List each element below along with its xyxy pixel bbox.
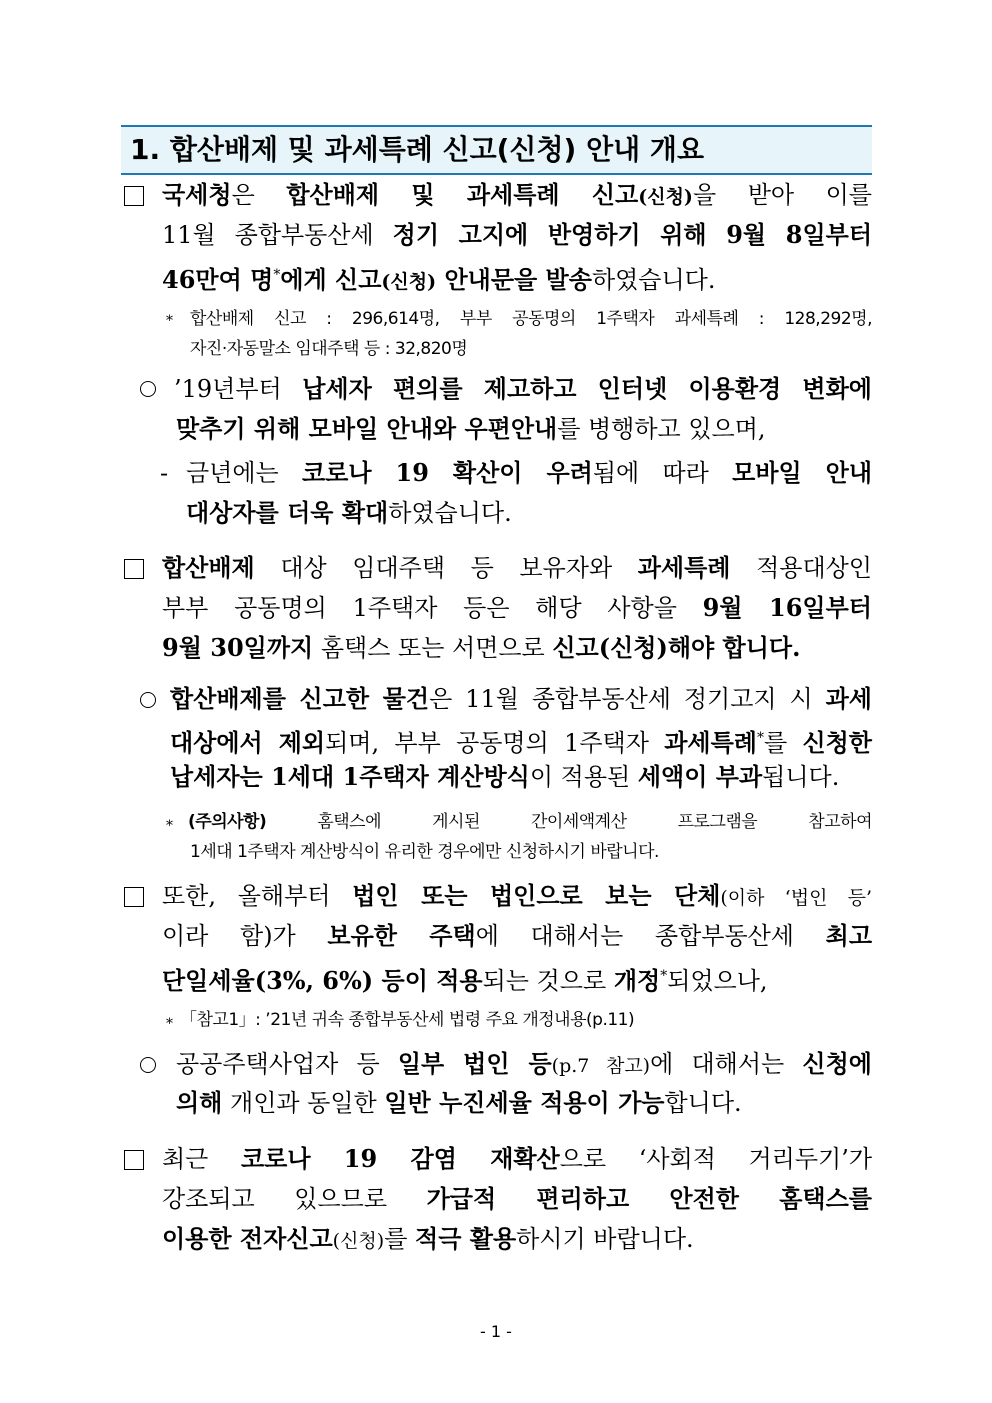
checkbox-section-4 xyxy=(124,1150,144,1170)
s1-circle-line-2: 맞추기 위해 모바일 안내와 우편안내를 병행하고 있으며, xyxy=(176,414,766,443)
s3-note-line-1: 「참고1」: ’21년 귀속 종합부동산세 법령 주요 개정내용(p.11) xyxy=(180,1010,635,1030)
page-number: - 1 - xyxy=(480,1322,512,1341)
s1-line-3: 46만여 명*에게 신고(신청) 안내문을 발송하였습니다. xyxy=(162,265,716,294)
s1-circle-line-1: ’19년부터 납세자 편의를 제고하고 인터넷 이용환경 변화에 xyxy=(174,374,872,403)
s3-circle-line-1: 공공주택사업자 등 일부 법인 등(p.7 참고)에 대해서는 신청에 xyxy=(176,1049,872,1078)
s1-line-2: 11월 종합부동산세 정기 고지에 반영하기 위해 9월 8일부터 xyxy=(162,220,872,249)
s4-line-2: 강조되고 있으므로 가급적 편리하고 안전한 홈택스를 xyxy=(162,1184,872,1213)
s4-line-3: 이용한 전자신고(신청)를 적극 활용하시기 바랍니다. xyxy=(162,1224,694,1253)
s2-line-1: 합산배제 대상 임대주택 등 보유자와 과세특례 적용대상인 xyxy=(162,553,872,582)
s2-circle-line-2: 대상에서 제외되며, 부부 공동명의 1주택자 과세특례*를 신청한 xyxy=(170,728,872,757)
s1-note-line-2: 자진·자동말소 임대주택 등 : 32,820명 xyxy=(190,339,468,359)
s1-dash-line-1: 금년에는 코로나 19 확산이 우려됨에 따라 모바일 안내 xyxy=(186,458,872,487)
s2-circle-line-1: 합산배제를 신고한 물건은 11월 종합부동산세 정기고지 시 과세 xyxy=(170,684,872,713)
checkbox-section-1 xyxy=(124,186,144,206)
s1-note-line-1: 합산배제 신고 : 296,614명, 부부 공동명의 1주택자 과세특례 : 128,292명, xyxy=(190,309,872,329)
checkbox-section-3 xyxy=(124,887,144,907)
s2-note-line-2: 1세대 1주택자 계산방식이 유리한 경우에만 신청하시기 바랍니다. xyxy=(190,842,659,862)
s2-note-line-1: (주의사항) 홈택스에 게시된 간이세액계산 프로그램을 참고하여 xyxy=(188,812,872,832)
s1-dash-line-2: 대상자를 더욱 확대하였습니다. xyxy=(186,498,512,527)
s2-circle-line-3: 납세자는 1세대 1주택자 계산방식이 적용된 세액이 부과됩니다. xyxy=(170,762,840,791)
checkbox-section-2 xyxy=(124,559,144,579)
dash-bullet: - xyxy=(160,459,169,487)
s4-line-1: 최근 코로나 19 감염 재확산으로 ‘사회적 거리두기’가 xyxy=(162,1144,873,1173)
s3-line-1: 또한, 올해부터 법인 또는 법인으로 보는 단체(이하 ‘법인 등’ xyxy=(162,881,872,910)
s1-line-1: 국세청은 합산배제 및 과세특례 신고(신청)을 받아 이를 xyxy=(162,180,872,209)
footnote-star: * xyxy=(166,313,173,329)
circle-bullet xyxy=(140,381,156,397)
page-title: 1. 합산배제 및 과세특례 신고(신청) 안내 개요 xyxy=(130,133,705,166)
s3-circle-line-2: 의해 개인과 동일한 일반 누진세율 적용이 가능합니다. xyxy=(176,1088,742,1117)
s2-line-3: 9월 30일까지 홈택스 또는 서면으로 신고(신청)해야 합니다. xyxy=(162,633,801,662)
circle-bullet xyxy=(140,1057,156,1073)
s3-line-2: 이라 함)가 보유한 주택에 대해서는 종합부동산세 최고 xyxy=(162,921,873,950)
circle-bullet xyxy=(140,692,156,708)
s2-line-2: 부부 공동명의 1주택자 등은 해당 사항을 9월 16일부터 xyxy=(162,593,872,622)
s3-line-3: 단일세율(3%, 6%) 등이 적용되는 것으로 개정*되었으나, xyxy=(162,966,768,995)
footnote-star: * xyxy=(166,1016,173,1032)
footnote-star: * xyxy=(166,818,173,834)
